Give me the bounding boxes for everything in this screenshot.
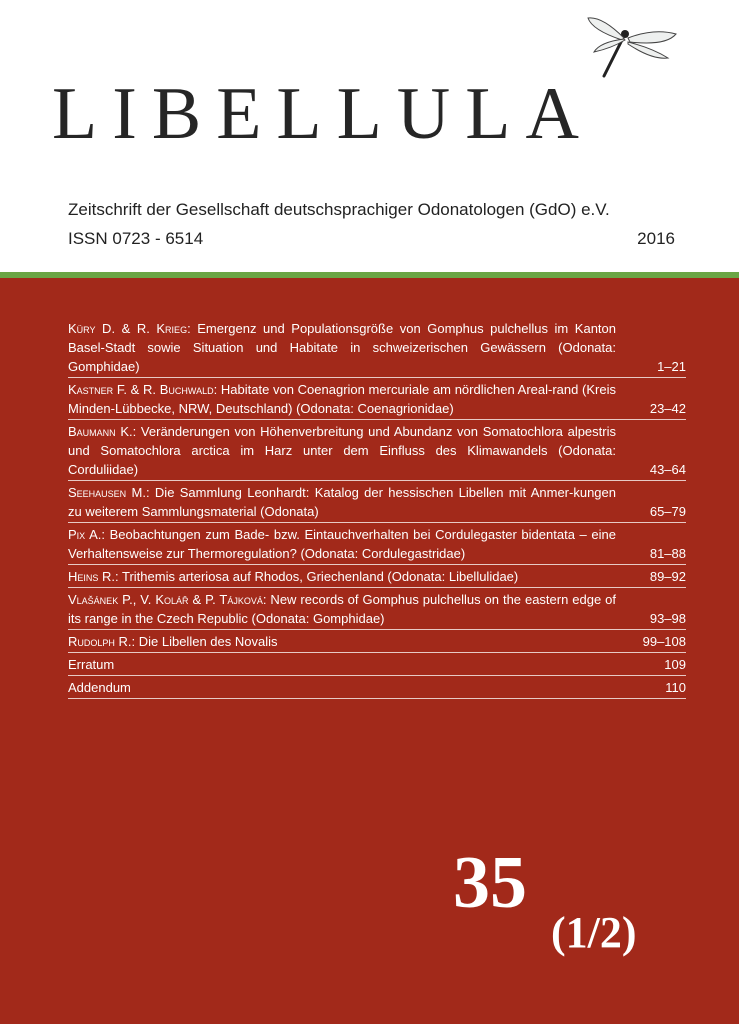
toc-authors: Kastner F. & R. Buchwald <box>68 382 214 397</box>
toc-entry-text <box>68 678 616 697</box>
toc-pages: 99–108 <box>642 634 686 649</box>
toc-pages: 109 <box>664 657 686 672</box>
toc-title: : Die Libellen des Novalis <box>131 634 278 649</box>
toc-pages: 23–42 <box>649 401 686 416</box>
toc-entry <box>68 483 686 523</box>
toc-title: : Beobachtungen zum Bade- bzw. Eintauchverhalten bei Cordulegaster bidentata – eine Verhaltensweise zur Thermoregulation? (Odonata: Cordulegastridae) <box>68 527 616 561</box>
toc-entry-text <box>68 422 616 479</box>
toc-pages: 65–79 <box>649 504 686 519</box>
toc-entry-text <box>68 483 616 521</box>
toc-authors: Vlašánek P., V. Kolář & P. Tájková <box>68 592 263 607</box>
toc-entry <box>68 678 686 699</box>
year: 2016 <box>637 229 675 248</box>
toc-authors: Heins R. <box>68 569 116 584</box>
toc-authors: Rudolph R. <box>68 634 132 649</box>
toc-title: : Die Sammlung Leonhardt: Katalog der hessischen Libellen mit Anmer-kungen zu weiterem Sammlungsmaterial (Odonata) <box>68 485 616 519</box>
toc-pages: 81–88 <box>649 546 686 561</box>
toc-entry-text <box>68 525 616 563</box>
toc-entry <box>68 632 686 653</box>
toc-entry-text <box>68 380 616 418</box>
volume-number: 35 <box>453 842 527 924</box>
toc-entry <box>68 525 686 565</box>
toc-title: : Emergenz und Populationsgröße von Gomphus pulchellus im Kanton Basel-Stadt sowie Situation und Habitate in schweizerischen Gewässern (Odonata: Gomphidae) <box>68 321 616 374</box>
issn: ISSN 0723 - 6514 <box>68 229 204 248</box>
toc-pages: 89–92 <box>649 569 686 584</box>
journal-subtitle: Zeitschrift der Gesellschaft deutschsprachiger Odonatologen (GdO) e.V. <box>68 200 610 219</box>
toc-title: Addendum <box>68 680 131 695</box>
toc-authors: Seehausen M. <box>68 485 146 500</box>
toc-title: : Trithemis arteriosa auf Rhodos, Griechenland (Odonata: Libellulidae) <box>115 569 519 584</box>
toc-entry-text <box>68 632 616 651</box>
toc-entry-text <box>68 319 616 376</box>
toc-entry <box>68 319 686 378</box>
toc-title: : Habitate von Coenagrion mercuriale am nördlichen Areal-rand (Kreis Minden-Lübbecke, NRW, Deutschland) (Odonata: Coenagrionidae) <box>68 382 616 416</box>
toc-entry-text <box>68 590 616 628</box>
issue-number: (1/2) <box>551 908 637 957</box>
toc-entry-text <box>68 655 616 674</box>
cover-body <box>0 278 739 1024</box>
toc-pages: 1–21 <box>657 359 686 374</box>
toc-entry <box>68 590 686 630</box>
cover-header <box>0 0 739 272</box>
toc-authors: Pix A. <box>68 527 102 542</box>
toc-pages: 93–98 <box>649 611 686 626</box>
toc-entry <box>68 422 686 481</box>
toc-title: : Veränderungen von Höhenverbreitung und Abundanz von Somatochlora alpestris und Somatochlora arctica im Harz unter dem Einfluss des Klimawandels (Odonata: Corduliidae) <box>68 424 616 477</box>
toc-pages: 43–64 <box>649 462 686 477</box>
toc-entry <box>68 567 686 588</box>
journal-title: LIBELLULA <box>52 73 594 155</box>
toc-pages: 110 <box>665 680 686 695</box>
toc-entry-text <box>68 567 616 586</box>
toc-entry <box>68 655 686 676</box>
toc-authors: Baumann K. <box>68 424 133 439</box>
toc-authors: Küry D. & R. Krieg <box>68 321 188 336</box>
toc-title: : New records of Gomphus pulchellus on the eastern edge of its range in the Czech Republic (Odonata: Gomphidae) <box>68 592 616 626</box>
toc-title: Erratum <box>68 657 115 672</box>
table-of-contents <box>68 319 686 701</box>
toc-entry <box>68 380 686 420</box>
dragonfly-logo-icon <box>582 8 682 88</box>
